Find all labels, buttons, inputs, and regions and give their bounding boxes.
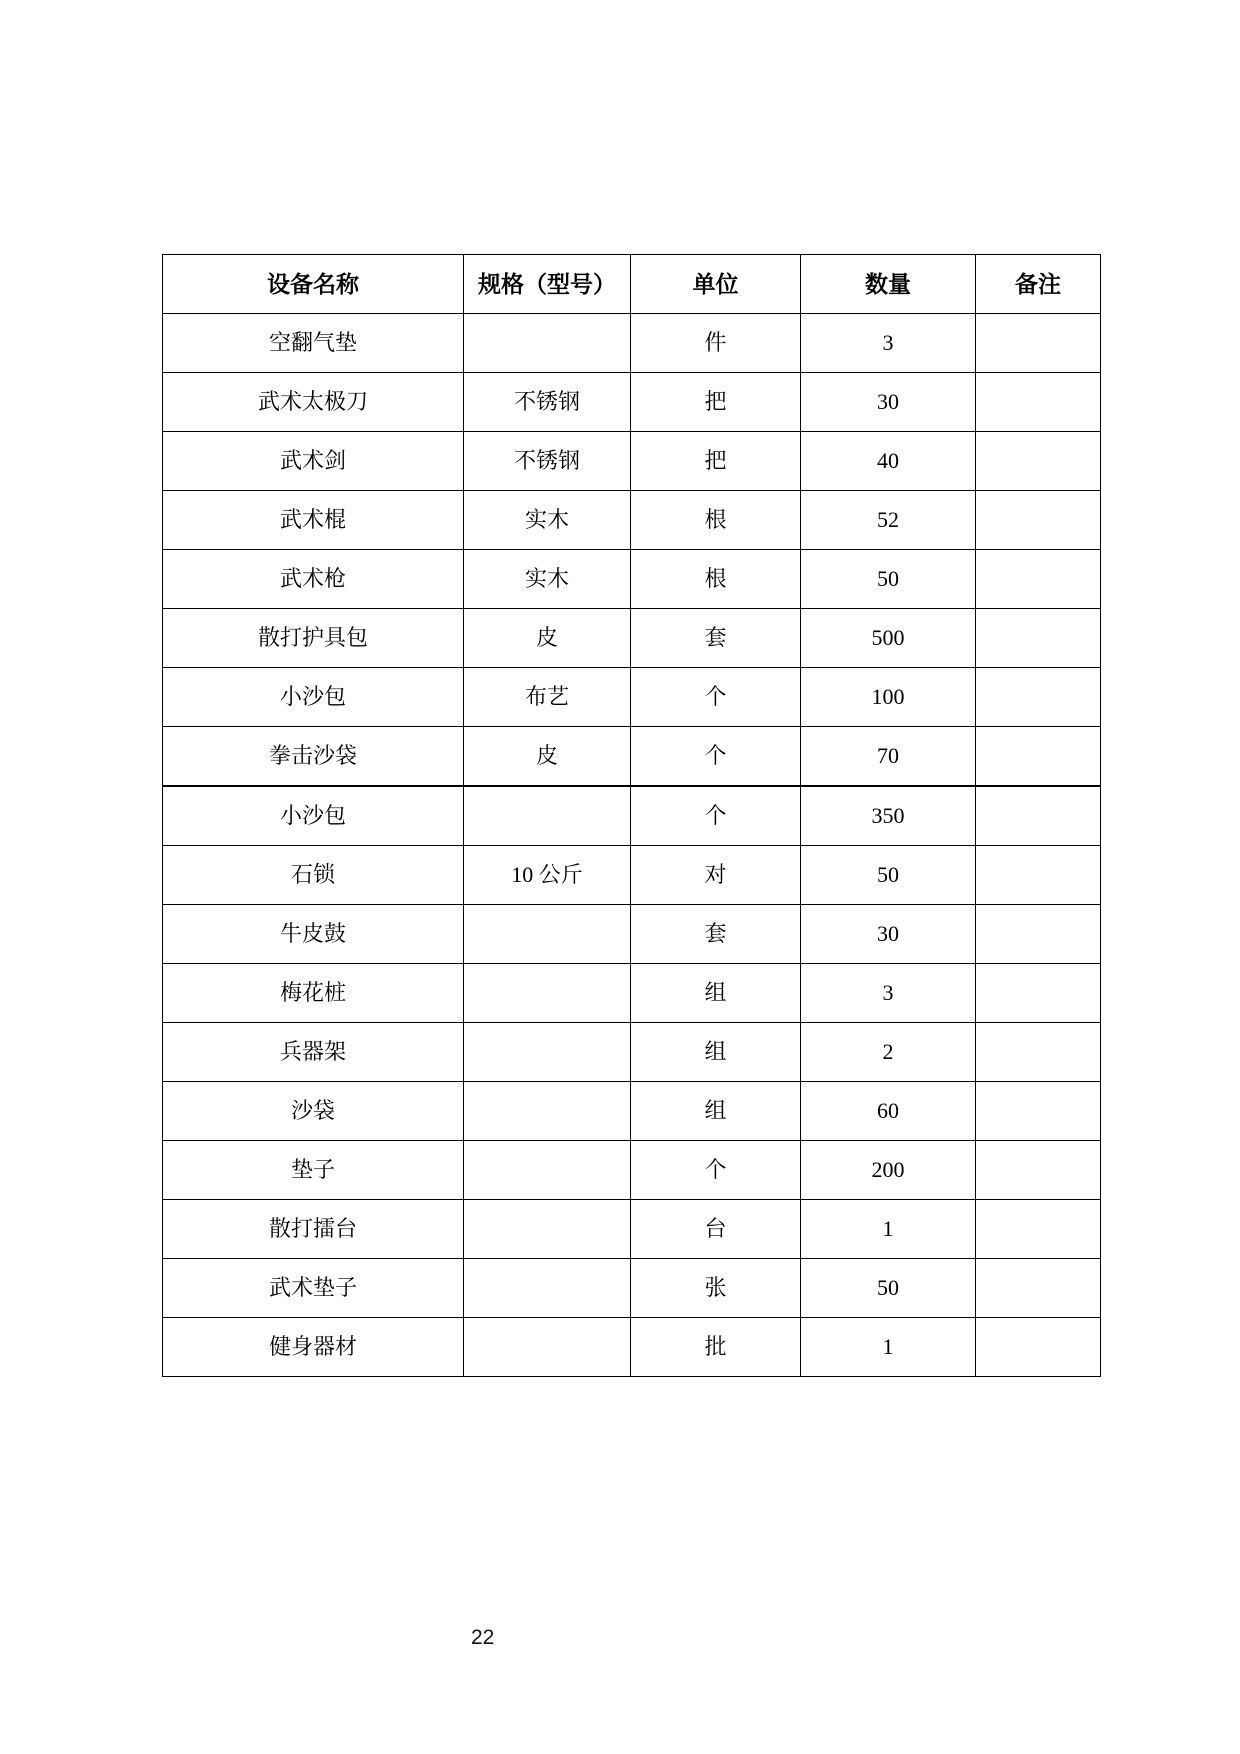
cell-spec-model — [464, 1318, 631, 1377]
cell-equipment-name: 空翻气垫 — [163, 314, 464, 373]
cell-remarks — [976, 1200, 1101, 1259]
cell-remarks — [976, 964, 1101, 1023]
cell-remarks — [976, 727, 1101, 787]
table-row — [163, 1082, 1101, 1141]
cell-unit: 组 — [631, 964, 801, 1023]
cell-remarks — [976, 550, 1101, 609]
cell-quantity: 200 — [801, 1141, 976, 1200]
cell-spec-model — [464, 1023, 631, 1082]
cell-unit: 批 — [631, 1318, 801, 1377]
cell-quantity: 2 — [801, 1023, 976, 1082]
cell-remarks — [976, 373, 1101, 432]
cell-unit: 套 — [631, 905, 801, 964]
table-row — [163, 905, 1101, 964]
cell-quantity: 1 — [801, 1200, 976, 1259]
cell-remarks — [976, 1259, 1101, 1318]
table-row — [163, 727, 1101, 787]
cell-remarks — [976, 491, 1101, 550]
table-row — [163, 964, 1101, 1023]
cell-equipment-name: 牛皮鼓 — [163, 905, 464, 964]
cell-quantity: 350 — [801, 786, 976, 846]
cell-quantity: 70 — [801, 727, 976, 787]
cell-equipment-name: 梅花桩 — [163, 964, 464, 1023]
header-unit: 单位 — [631, 255, 801, 314]
cell-unit: 根 — [631, 550, 801, 609]
cell-spec-model: 皮 — [464, 727, 631, 787]
equipment-table — [162, 254, 1101, 1377]
cell-unit: 组 — [631, 1082, 801, 1141]
cell-unit: 件 — [631, 314, 801, 373]
cell-quantity: 30 — [801, 905, 976, 964]
cell-remarks — [976, 609, 1101, 668]
cell-quantity: 50 — [801, 846, 976, 905]
cell-unit: 个 — [631, 668, 801, 727]
table-row — [163, 1200, 1101, 1259]
cell-equipment-name: 垫子 — [163, 1141, 464, 1200]
cell-spec-model: 不锈钢 — [464, 373, 631, 432]
cell-remarks — [976, 905, 1101, 964]
table-row — [163, 1259, 1101, 1318]
cell-spec-model — [464, 1259, 631, 1318]
cell-unit: 组 — [631, 1023, 801, 1082]
cell-unit: 个 — [631, 727, 801, 787]
cell-quantity: 1 — [801, 1318, 976, 1377]
cell-equipment-name: 沙袋 — [163, 1082, 464, 1141]
table-row — [163, 314, 1101, 373]
cell-remarks — [976, 1141, 1101, 1200]
cell-quantity: 3 — [801, 964, 976, 1023]
cell-spec-model — [464, 314, 631, 373]
table-row — [163, 1318, 1101, 1377]
cell-remarks — [976, 846, 1101, 905]
cell-quantity: 3 — [801, 314, 976, 373]
cell-equipment-name: 武术太极刀 — [163, 373, 464, 432]
cell-equipment-name: 武术棍 — [163, 491, 464, 550]
cell-spec-model: 布艺 — [464, 668, 631, 727]
cell-equipment-name: 兵器架 — [163, 1023, 464, 1082]
cell-spec-model: 实木 — [464, 491, 631, 550]
table-row — [163, 786, 1101, 846]
cell-quantity: 100 — [801, 668, 976, 727]
cell-equipment-name: 散打护具包 — [163, 609, 464, 668]
cell-quantity: 52 — [801, 491, 976, 550]
header-remarks: 备注 — [976, 255, 1101, 314]
cell-unit: 把 — [631, 373, 801, 432]
cell-unit: 对 — [631, 846, 801, 905]
table-row — [163, 668, 1101, 727]
cell-spec-model — [464, 1141, 631, 1200]
cell-remarks — [976, 786, 1101, 846]
cell-remarks — [976, 1318, 1101, 1377]
cell-quantity: 40 — [801, 432, 976, 491]
table-row — [163, 609, 1101, 668]
cell-unit: 个 — [631, 786, 801, 846]
cell-quantity: 60 — [801, 1082, 976, 1141]
cell-unit: 套 — [631, 609, 801, 668]
cell-unit: 张 — [631, 1259, 801, 1318]
cell-equipment-name: 武术枪 — [163, 550, 464, 609]
cell-equipment-name: 小沙包 — [163, 786, 464, 846]
cell-remarks — [976, 1082, 1101, 1141]
cell-spec-model: 皮 — [464, 609, 631, 668]
cell-quantity: 50 — [801, 1259, 976, 1318]
cell-remarks — [976, 314, 1101, 373]
table-header-row — [163, 255, 1101, 314]
table-row — [163, 550, 1101, 609]
cell-quantity: 30 — [801, 373, 976, 432]
table-row — [163, 1023, 1101, 1082]
cell-equipment-name: 武术剑 — [163, 432, 464, 491]
cell-quantity: 50 — [801, 550, 976, 609]
table-row — [163, 432, 1101, 491]
cell-unit: 根 — [631, 491, 801, 550]
cell-remarks — [976, 1023, 1101, 1082]
table-row — [163, 373, 1101, 432]
table-row — [163, 846, 1101, 905]
cell-equipment-name: 石锁 — [163, 846, 464, 905]
cell-spec-model — [464, 905, 631, 964]
table-row — [163, 491, 1101, 550]
header-spec-model: 规格（型号） — [464, 255, 631, 314]
cell-equipment-name: 小沙包 — [163, 668, 464, 727]
cell-unit: 个 — [631, 1141, 801, 1200]
cell-equipment-name: 散打擂台 — [163, 1200, 464, 1259]
cell-spec-model: 不锈钢 — [464, 432, 631, 491]
cell-spec-model: 10 公斤 — [464, 846, 631, 905]
cell-spec-model — [464, 786, 631, 846]
cell-equipment-name: 健身器材 — [163, 1318, 464, 1377]
cell-unit: 台 — [631, 1200, 801, 1259]
table-row — [163, 1141, 1101, 1200]
header-quantity: 数量 — [801, 255, 976, 314]
cell-spec-model: 实木 — [464, 550, 631, 609]
cell-equipment-name: 武术垫子 — [163, 1259, 464, 1318]
cell-quantity: 500 — [801, 609, 976, 668]
cell-spec-model — [464, 1082, 631, 1141]
cell-remarks — [976, 668, 1101, 727]
cell-spec-model — [464, 964, 631, 1023]
cell-unit: 把 — [631, 432, 801, 491]
page-number: 22 — [471, 1626, 495, 1649]
cell-remarks — [976, 432, 1101, 491]
cell-spec-model — [464, 1200, 631, 1259]
cell-equipment-name: 拳击沙袋 — [163, 727, 464, 787]
header-equipment-name: 设备名称 — [163, 255, 464, 314]
